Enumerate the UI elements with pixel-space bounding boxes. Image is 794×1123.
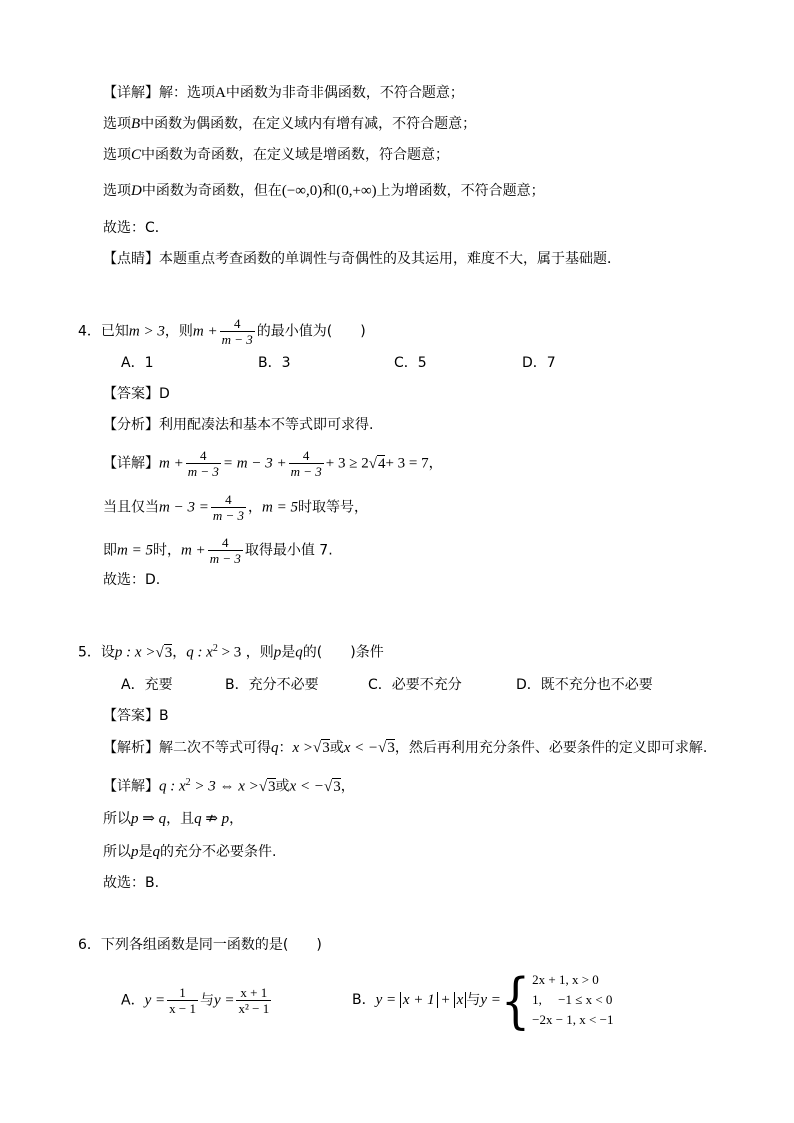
q4-detail-fraction-2: $\frac{4}{m - 3}$ <box>290 448 322 479</box>
sqrt-symbol: √3 <box>258 778 276 795</box>
sqrt-symbol: √4 <box>368 455 386 472</box>
q5-option-c: C．必要不充分 <box>368 677 462 693</box>
sqrt-symbol: √3 <box>155 644 173 661</box>
sqrt-symbol: √3 <box>323 778 341 795</box>
q5-option-b: B．充分不必要 <box>225 677 319 693</box>
q4-eq-fraction: $\frac{4}{m - 3}$ <box>212 492 244 523</box>
q4-stem: 4．已知m > 3，则m + $\frac{4}{m - 3}$ 的最小值为( ) <box>78 316 366 347</box>
q4-option-c: C．5 <box>394 355 427 371</box>
q4-min-line: 即m = 5时，m + $\frac{4}{m - 3}$ 取得最小值 7. <box>103 535 333 566</box>
left-brace: { <box>500 964 531 1036</box>
sqrt-symbol: √3 <box>378 740 395 756</box>
q5-detail: 【详解】q : $x^2 > 3$ ⇔ x >√3或x < −√3， <box>103 777 355 795</box>
q3-detail-line2: 选项B中函数为偶函数，在定义域内有增有减，不符合题意； <box>103 116 477 132</box>
q4-analysis: 【分析】利用配凑法和基本不等式即可求得. <box>103 417 374 433</box>
q4-equality-line: 当且仅当m − 3 = $\frac{4}{m - 3}$ ，m = 5时取等号， <box>103 492 368 523</box>
q4-option-d: D．7 <box>522 355 556 371</box>
q3-comment: 【点睛】本题重点考查函数的单调性与奇偶性的及其运用，难度不大，属于基础题． <box>103 251 621 267</box>
q5-analysis: 【解析】解二次不等式可得q：x >√3或x < −√3，然后再利用充分条件、必要条件的定义即可求解. <box>103 740 708 756</box>
piecewise-cases: 2x + 1, x > 0 1, −1 ≤ x < 0 −2x − 1, x < −1 <box>532 972 614 1027</box>
q6-stem: 6．下列各组函数是同一函数的是( ) <box>78 937 322 953</box>
q5-option-a: A．充要 <box>121 677 173 693</box>
q4-option-b: B．3 <box>258 355 291 371</box>
abs-bars: x <box>454 992 467 1008</box>
q4-min-fraction: $\frac{4}{m - 3}$ <box>209 535 241 566</box>
q6-a-fraction-2: $\frac{x + 1}{\text{x² − 1}}$ <box>238 985 270 1016</box>
q4-choice: 故选：D. <box>103 572 161 588</box>
q4-detail-fraction-1: $\frac{4}{m - 3}$ <box>187 448 219 479</box>
q4-detail: 【详解】m + $\frac{4}{m - 3}$ = m − 3 + $\frac{4}{m - 3}$ + 3 ≥ 2√4+ 3 = 7， <box>103 448 443 479</box>
q4-stem-fraction: $\frac{4}{m - 3}$ <box>221 316 253 347</box>
q3-answer: 故选：C． <box>103 220 169 236</box>
q5-stem: 5．设p : x >√3，q : $x^2 > 3$ ，则p是q的( )条件 <box>78 643 384 661</box>
q5-choice: 故选：B. <box>103 875 160 891</box>
q6-a-fraction-1: $\frac{1}{x - 1}$ <box>169 985 196 1016</box>
abs-bars: x + 1 <box>400 992 438 1008</box>
q6-option-a: A．y = $\frac{1}{x - 1}$ 与y = $\frac{x + 1}{\text{x² − 1}}$ <box>121 985 270 1016</box>
sqrt-symbol: √3 <box>313 740 330 756</box>
q4-answer: 【答案】D <box>103 386 170 402</box>
q5-answer: 【答案】B <box>103 708 169 724</box>
q3-detail-line4: 选项D中函数为奇函数，但在(−∞,0)和(0,+∞)上为增函数，不符合题意； <box>103 183 545 199</box>
q5-implication: 所以p ⇒ q，且q ⇏ p， <box>103 811 244 827</box>
q3-detail-line3: 选项C中函数为奇函数，在定义域是增函数，符合题意； <box>103 147 450 163</box>
q5-conclusion: 所以p是q的充分不必要条件. <box>103 844 277 860</box>
q4-option-a: A．1 <box>121 355 154 371</box>
q6-option-b: B．y = x + 1 + x 与y ={ 2x + 1, x > 0 1, −1 ≤ x < 0 −2x − 1, x < −1 <box>352 964 614 1036</box>
q5-option-d: D．既不充分也不必要 <box>516 677 653 693</box>
q3-detail-line1: 【详解】解：选项A中函数为非奇非偶函数，不符合题意； <box>103 85 464 101</box>
